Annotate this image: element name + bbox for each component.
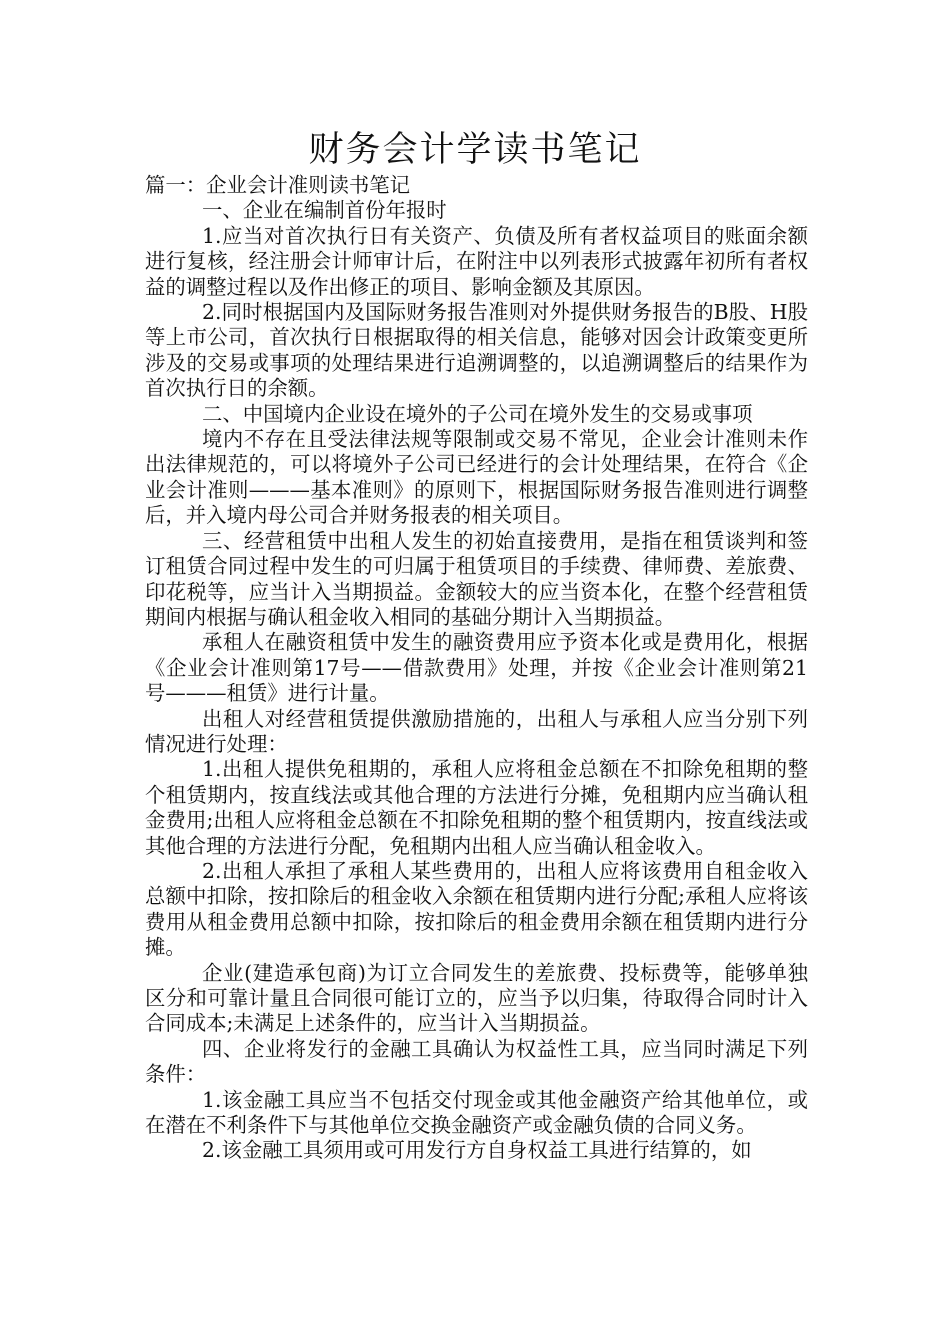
paragraph: 一、企业在编制首份年报时	[202, 198, 447, 223]
paragraph: 1.应当对首次执行日有关资产、负债及所有者权益项目的账面余额进行复核，经注册会计师审计后，在附注中以列表形式披露年初所有者权益的调整过程以及作出修正的项目、影响金额及其原因。	[145, 223, 808, 299]
paragraph: 二、中国境内企业设在境外的子公司在境外发生的交易或事项	[202, 401, 753, 426]
paragraph: 2.同时根据国内及国际财务报告准则对外提供财务报告的B股、H股等上市公司，首次执行日根据取得的相关信息，能够对因会计政策变更所涉及的交易或事项的处理结果进行追溯调整的，以追溯调整后的结果作为首次执行日的余额。	[145, 300, 808, 401]
paragraph: 2.出租人承担了承租人某些费用的，出租人应将该费用自租金收入总额中扣除，按扣除后的租金收入余额在租赁期内进行分配;承租人应将该费用从租金费用总额中扣除，按扣除后的租金费用余额在租赁期内进行分摊。	[145, 858, 808, 960]
paragraph: 四、企业将发行的金融工具确认为权益性工具，应当同时满足下列条件：	[145, 1036, 808, 1087]
section-heading: 篇一：企业会计准则读书笔记	[145, 173, 411, 197]
paragraph: 企业(建造承包商)为订立合同发生的差旅费、投标费等，能够单独区分和可靠计量且合同很可能订立的，应当予以归集，待取得合同时计入合同成本;未满足上述条件的，应当计入当期损益。	[145, 960, 808, 1036]
paragraph: 2.该金融工具须用或可用发行方自身权益工具进行结算的，如	[202, 1138, 752, 1163]
document-title: 财务会计学读书笔记	[308, 130, 642, 170]
document-body	[145, 173, 808, 1164]
paragraph: 1.出租人提供免租期的，承租人应将租金总额在不扣除免租期的整个租赁期内，按直线法或其他合理的方法进行分摊，免租期内应当确认租金费用;出租人应将租金总额在不扣除免租期的整个租赁期内，按直线法或其他合理的方法进行分配，免租期内出租人应当确认租金收入。	[145, 757, 808, 858]
paragraph: 1.该金融工具应当不包括交付现金或其他金融资产给其他单位，或在潜在不利条件下与其他单位交换金融资产或金融负债的合同义务。	[145, 1087, 808, 1138]
paragraph: 出租人对经营租赁提供激励措施的，出租人与承租人应当分别下列情况进行处理：	[145, 706, 808, 756]
paragraph: 三、经营租赁中出租人发生的初始直接费用，是指在租赁谈判和签订租赁合同过程中发生的可归属于租赁项目的手续费、律师费、差旅费、印花税等，应当计入当期损益。金额较大的应当资本化，在整个经营租赁期间内根据与确认租金收入相同的基础分期计入当期损益。	[145, 528, 808, 629]
paragraph: 境内不存在且受法律法规等限制或交易不常见，企业会计准则未作出法律规范的，可以将境外子公司已经进行的会计处理结果，在符合《企业会计准则———基本准则》的原则下，根据国际财务报告准则进行调整后，并入境内母公司合并财务报表的相关项目。	[145, 427, 808, 528]
paragraph: 承租人在融资租赁中发生的融资费用应予资本化或是费用化，根据《企业会计准则第17号——借款费用》处理，并按《企业会计准则第21号———租赁》进行计量。	[145, 630, 808, 706]
